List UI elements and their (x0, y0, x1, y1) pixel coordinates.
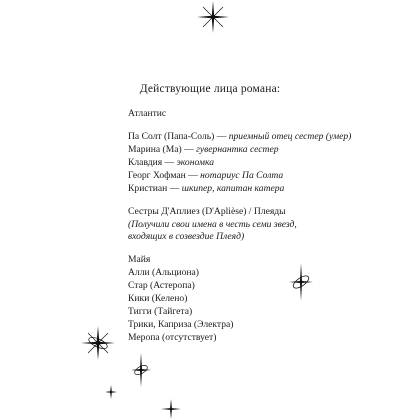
section-title-sisters: Сестры Д'Аплиез (D'Aplièse) / Плеяды (128, 206, 286, 217)
sister-name: Майя (128, 254, 151, 265)
star-ornament-icon (80, 325, 116, 361)
sister-name: Меропа (отсутствует) (128, 332, 217, 343)
section-note: (Получили свои имена в честь семи звезд, (128, 219, 297, 230)
sister-name: Тигги (Тайгета) (128, 306, 193, 317)
character-role: нотариус Па Солта (200, 170, 284, 181)
character-name: Кристиан — (128, 183, 182, 194)
sister-name: Алли (Альциона) (128, 267, 199, 278)
character-role: гувернантка сестер (196, 144, 279, 155)
star-ornament-icon (196, 0, 230, 34)
star-ornament-icon (130, 352, 152, 388)
character-line (128, 144, 279, 156)
star-ornament-icon (288, 262, 314, 302)
sister-name: Кики (Келено) (128, 293, 188, 304)
character-name: Георг Хофман — (128, 170, 201, 181)
page-title: Действующие лица романа: (139, 83, 281, 95)
character-name: Клавдия — (128, 157, 177, 168)
section-note: входящих в созвездие Плеяд) (128, 231, 245, 242)
character-role: приемный отец сестер (умер) (228, 131, 352, 142)
character-line (128, 131, 351, 143)
character-name: Марина (Ма) — (128, 144, 197, 155)
character-name: Па Солт (Папа-Соль) — (128, 131, 229, 142)
section-title-atlantis: Атлантис (128, 108, 167, 119)
star-ornament-icon (104, 384, 118, 400)
character-line (128, 157, 214, 169)
star-ornament-icon (160, 398, 182, 420)
character-line (128, 170, 283, 182)
character-role: экономка (176, 157, 215, 168)
character-role: шкипер, капитан катера (181, 183, 285, 194)
sister-name: Стар (Астеропа) (128, 280, 195, 291)
sister-name: Трики, Каприза (Электра) (128, 319, 234, 330)
character-line (128, 183, 284, 195)
